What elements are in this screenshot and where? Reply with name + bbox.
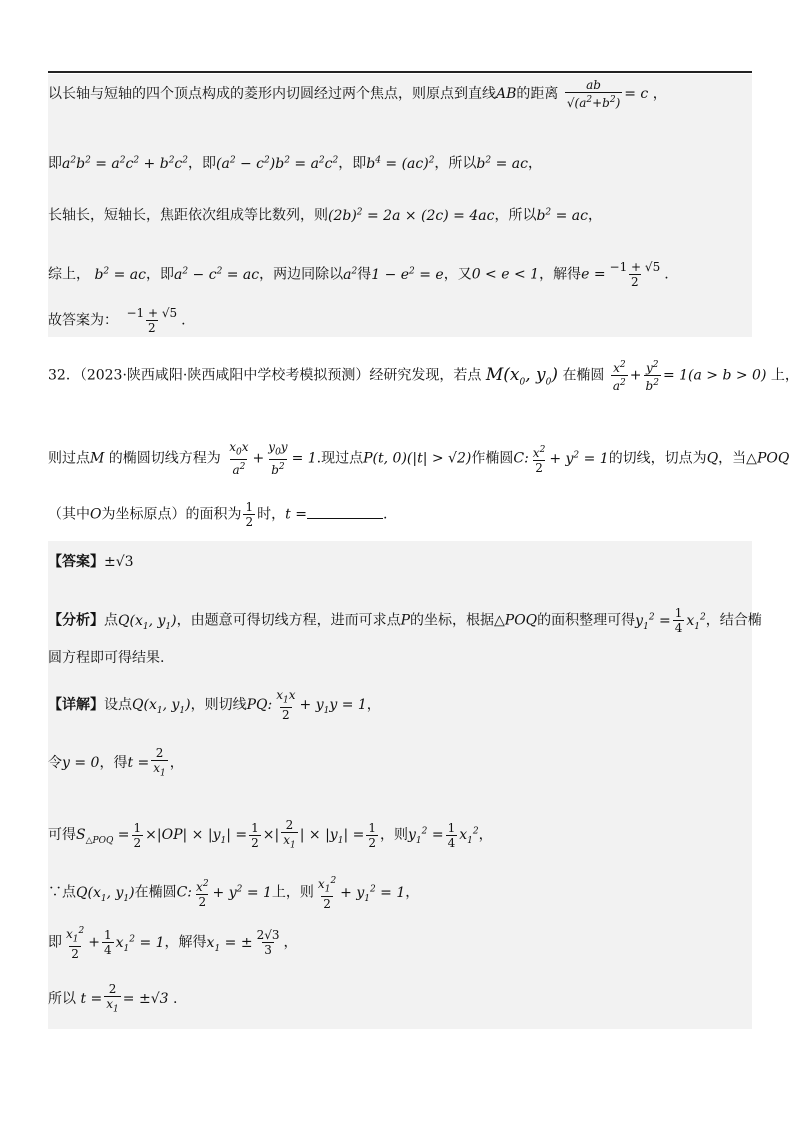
question-32-line-3: （其中O为坐标原点）的面积为 $\frac{1}{2}$ 时，t = . xyxy=(48,500,388,529)
solution-line-5: 故答案为： $\frac{-1 + √5}{2}$ . xyxy=(48,306,186,335)
detail-line-4: ∵点$Q(x_1$, $y_1$)在椭圆C: $\frac{x^2}{2}$ + $y^2 = 1$上，则 $\frac{x_1^2}{2}$ + $y_1^2 = 1$， xyxy=(48,876,420,912)
analysis-line-2: 圆方程即可得结果. xyxy=(48,650,165,666)
distance-formula: $\frac{ab}{√(a^2+b^2)}$ xyxy=(566,78,621,110)
solution-line-1: 以长轴与短轴的四个顶点构成的菱形内切圆经过两个焦点，则原点到直线AB的距离 $\frac{ab}{√(a^2+b^2)}$ = c ， xyxy=(48,78,667,110)
question-32-line-1: 32．（2023·陕西咸阳·陕西咸阳中学校考模拟预测）经研究发现，若点 $M(x_0$, $y_0$) 在椭圆 $\frac{x^2}{a^2}$ + $\frac{y^2}{b^2}$ = 1(a > b > 0) 上， xyxy=(48,360,799,393)
answer-value: ±√3 xyxy=(104,554,134,570)
answer-label: 【答案】 xyxy=(48,554,104,570)
solution-line-3: 长轴长，短轴长，焦距依次组成等比数列，则$(2b)^2 = 2a \times (2c) = 4ac$，所以$b^2$ = ac， xyxy=(48,207,602,224)
detail-line-2: 令y = 0，得t = $\frac{2}{x_1}$ ， xyxy=(48,746,184,779)
detail-line-3: 可得$S_{\triangle POQ}$ = $\frac{1}{2}$ $\times|OP| \times |y_1|$ = $\frac{1}{2}$ ×| $\frac{2}{x_1}$ | × $|y_1|$ = $\frac{1}{2}$ ，则$y_1^2$ = $\frac{1}{4}$ $x_1^2$， xyxy=(48,818,493,851)
question-source: （2023·陕西咸阳·陕西咸阳中学校考模拟预测） xyxy=(79,367,370,384)
top-rule xyxy=(48,71,752,73)
analysis-label: 【分析】 xyxy=(48,612,104,629)
detail-line-1: 【详解】设点$Q(x_1$, $y_1$)，则切线PQ: $\frac{x_1x}{2}$ + $y_1y = 1$， xyxy=(48,688,381,723)
detail-line-5: 即 $\frac{x_1^2}{2}$ + $\frac{1}{4}$ $x_1^2 = 1$，解得$x_1$ = ± $\frac{2√3}{3}$ ， xyxy=(48,926,298,962)
analysis-line-1: 【分析】点$Q(x_1$, $y_1$)，由题意可得切线方程，进而可求点P的坐标，根据△POQ的面积整理可得$y_1^2$ = $\frac{1}{4}$ $x_1^2$，结合椭 xyxy=(48,606,762,635)
question-32-line-2: 则过点M 的椭圆切线方程为 $\frac{x_0x}{a^2}$ + $\frac{y_0y}{b^2}$ = 1.现过点P(t, 0)(|t| > √2)作椭圆C: $\frac{x^2}{2}$ + $y^2 = 1$的切线，切点为Q，当△POQ xyxy=(48,440,790,478)
answer-blank xyxy=(307,504,383,519)
question-number: 32． xyxy=(48,367,80,384)
detail-line-6: 所以 t = $\frac{2}{x_1}$ = ±√3 . xyxy=(48,982,178,1015)
detail-label: 【详解】 xyxy=(48,697,104,714)
solution-line-2: 即$a^2b^2 = a^2c^2 + b^2c^2$，即$(a^2 - c^2)b^2 = a^2c^2$，即$b^4 = (ac)^2$，所以$b^2$ = ac， xyxy=(48,155,542,172)
answer-line xyxy=(48,552,134,572)
solution-line-4: 综上， $b^2$ = ac，即$a^2 - c^2$ = ac，两边同除以$a^2$得$1 - e^2 = e$，又0 < e < 1，解得e = $\frac{-1 + √5}{2}$ . xyxy=(48,260,669,289)
